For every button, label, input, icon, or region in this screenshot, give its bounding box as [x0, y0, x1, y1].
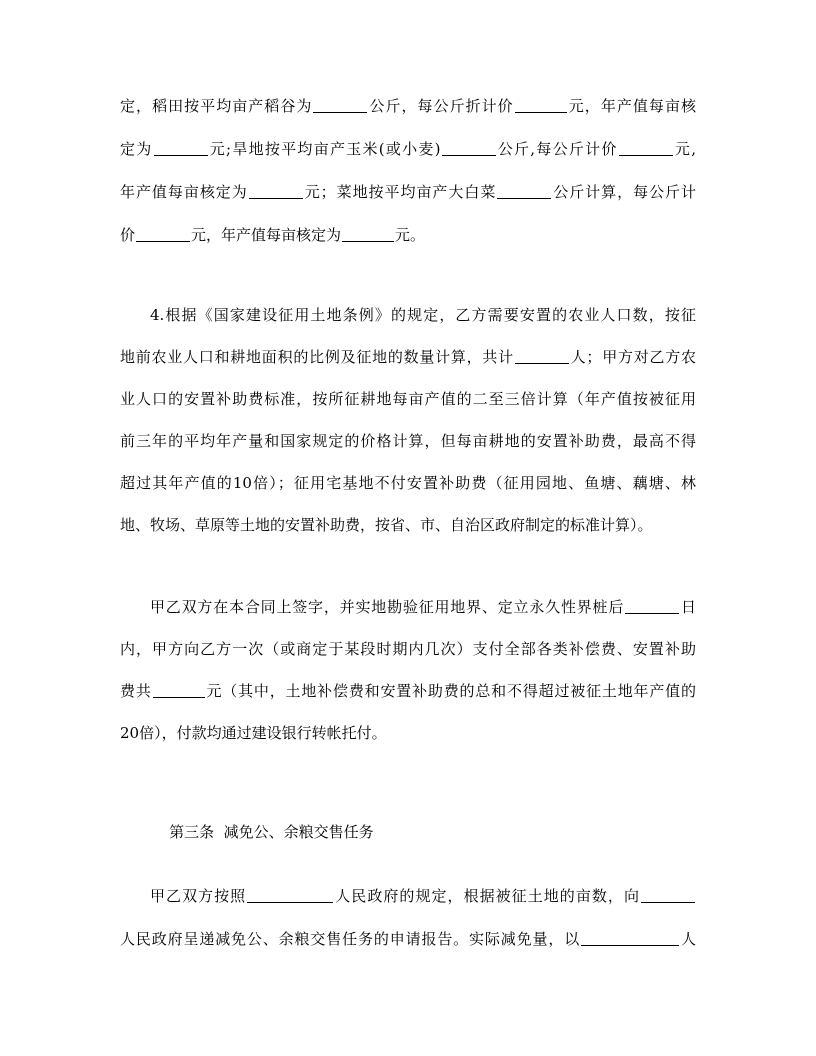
text-segment: 元；菜地按平均亩产大白菜: [303, 183, 497, 201]
p1-line-4: [120, 225, 696, 245]
blank-field[interactable]: [153, 681, 205, 698]
text-segment: 定，稻田按平均亩产稻谷为: [120, 97, 313, 115]
text-segment: 4.根据《国家建设征用土地条例》的规定，乙方需要安置的农业人口数，按征: [150, 306, 696, 324]
p1-line-2: [120, 139, 696, 159]
p3-line-2: [120, 639, 696, 659]
text-segment: 元,: [673, 140, 696, 158]
text-segment: 内，甲方向乙方一次（或商定于某段时期内几次）支付全部各类补偿费、安置补助: [120, 640, 696, 658]
p4-line-1: [150, 886, 696, 906]
text-segment: 超过其年产值的10倍）；征用宅基地不付安置补助费（征用园地、鱼塘、藕塘、林: [120, 474, 696, 492]
blank-field[interactable]: [641, 886, 695, 903]
text-segment: 人；甲方对乙方农: [569, 348, 696, 366]
text-segment: 人: [680, 930, 696, 948]
text-segment: 年产值每亩核定为: [120, 183, 248, 201]
text-segment: 费共: [120, 682, 152, 700]
p2-line-4: [120, 431, 696, 451]
text-segment: 元（其中，土地补偿费和安置补助费的总和不得超过被征土地年产值的: [205, 682, 696, 700]
p4-line-2: [120, 929, 696, 949]
heading-text: 第三条 减免公、余粮交售任务: [169, 823, 374, 841]
p2-line-3: [120, 389, 696, 409]
p2-line-6: [120, 515, 696, 535]
text-segment: 元，年产值每亩核定为: [191, 226, 342, 244]
blank-field[interactable]: [442, 139, 496, 156]
text-segment: 公斤，每公斤折计价: [368, 97, 514, 115]
p2-line-2: [120, 347, 696, 367]
p2-line-5: [120, 473, 696, 493]
text-segment: 甲乙双方在本合同上签字，并实地勘验征用地界、定立永久性界桩后: [150, 598, 625, 616]
blank-field[interactable]: [515, 347, 569, 364]
p2-line-1: [150, 305, 696, 325]
blank-field[interactable]: [136, 225, 190, 242]
blank-field[interactable]: [154, 139, 208, 156]
text-segment: 公斤,每公斤计价: [496, 140, 618, 158]
text-segment: 日: [680, 598, 696, 616]
text-segment: 定为: [120, 140, 153, 158]
text-segment: 价: [120, 226, 136, 244]
text-segment: 人民政府呈递减免公、余粮交售任务的申请报告。实际减免量，以: [120, 930, 581, 948]
blank-field[interactable]: [625, 597, 679, 614]
blank-field[interactable]: [249, 182, 303, 199]
p1-line-3: [120, 182, 696, 202]
blank-field[interactable]: [313, 96, 367, 113]
text-segment: 业人口的安置补助费标准，按所征耕地每亩产值的二至三倍计算（年产值按被征用: [120, 390, 696, 408]
blank-field[interactable]: [619, 139, 673, 156]
text-segment: 人民政府的规定，根据被征土地的亩数，向: [334, 887, 640, 905]
article-heading: [150, 802, 696, 862]
text-segment: 公斤计算，每公斤计: [552, 183, 696, 201]
blank-field[interactable]: [342, 225, 394, 242]
p3-line-4: [120, 723, 696, 743]
text-segment: 20倍），付款均通过建设银行转帐托付。: [120, 724, 387, 742]
blank-field[interactable]: [515, 96, 567, 113]
p1-line-1: [120, 96, 696, 116]
blank-field[interactable]: [497, 182, 551, 199]
text-segment: 前三年的平均年产量和国家规定的价格计算，但每亩耕地的安置补助费，最高不得: [120, 432, 696, 450]
text-segment: 元。: [395, 226, 426, 244]
text-segment: 地前农业人口和耕地面积的比例及征地的数量计算，共计: [120, 348, 514, 366]
blank-field[interactable]: [581, 929, 679, 946]
text-segment: 甲乙双方按照: [150, 887, 247, 905]
p3-line-1: [150, 597, 696, 617]
text-segment: 元;旱地按平均亩产玉米(或小麦): [208, 140, 441, 158]
text-segment: 元，年产值每亩核: [567, 97, 696, 115]
text-segment: 地、牧场、草原等土地的安置补助费，按省、市、自治区政府制定的标准计算）。: [120, 516, 653, 534]
p3-line-3: [120, 681, 696, 701]
blank-field[interactable]: [247, 886, 333, 903]
